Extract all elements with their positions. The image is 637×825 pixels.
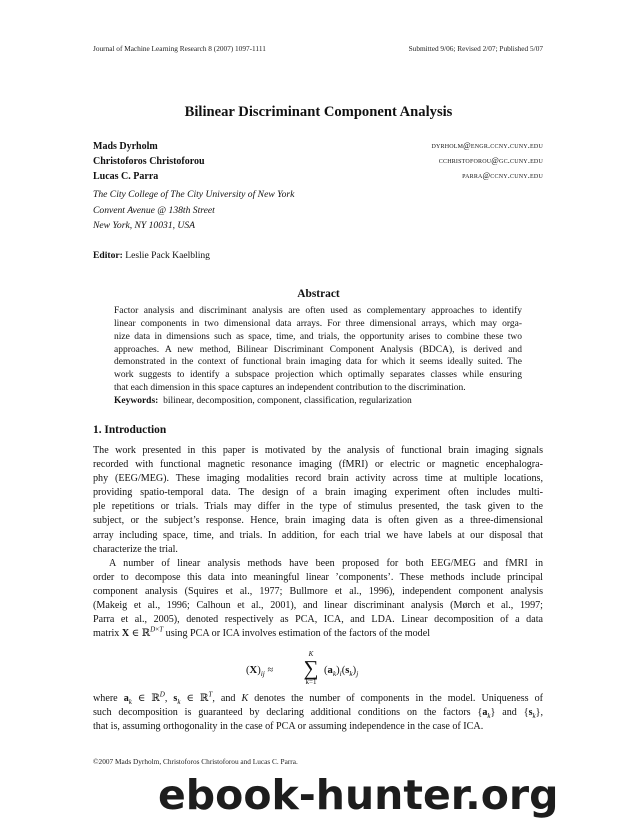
introduction-text xyxy=(93,444,543,641)
body-line: order to decompose this data into meaningful linear ’components’. These methods include principal xyxy=(93,571,543,583)
body-fragment: denotes the number of components in the model. Uniqueness of xyxy=(248,693,543,704)
abstract-line: approaches. A new method, Bilinear Discriminant Component Analysis (BDCA), is derived and xyxy=(114,344,522,355)
body-fragment: and xyxy=(495,707,524,719)
author-name: Christoforos Christoforou xyxy=(93,156,205,167)
abstract-line: demonstrated in the context of functional brain imaging data for which it seems ideally suited. The xyxy=(114,357,522,368)
abstract-heading: Abstract xyxy=(297,288,340,300)
editor-name: Leslie Pack Kaelbling xyxy=(125,250,210,261)
body-fragment: where xyxy=(93,693,124,704)
author-row xyxy=(93,171,543,186)
body-fragment: such decomposition is guaranteed by declaring additional conditions on the factors xyxy=(93,707,478,719)
body-line: (Makeig et al., 1996; Calhoun et al., 2001), and linear discriminant analysis (Mørch et al., 1997; xyxy=(93,600,543,612)
abstract-line: work suggests to identify a subspace projection which optimally separates classes while ensuring xyxy=(114,370,522,381)
sum-lower-limit: k=1 xyxy=(305,678,317,686)
body-line: providing spatio-temporal data. The design of a brain imaging experiment often includes multi- xyxy=(93,487,543,499)
submission-dates: Submitted 9/06; Revised 2/07; Published 5/07 xyxy=(408,44,543,53)
paper-title: Bilinear Discriminant Component Analysis xyxy=(184,104,453,120)
body-line: Parra et al., 2005), denoted respectively as PCA, ICA, and LDA. Linear decomposition of a data xyxy=(93,614,543,626)
watermark: ebook-hunter.org xyxy=(158,771,559,819)
equation-lhs: $(X)_{ij}$ ≈ xyxy=(246,665,274,679)
body-line: The work presented in this paper is motivated by the analysis of functional brain imaging signals xyxy=(93,445,543,456)
journal-header: Journal of Machine Learning Research 8 (2007) 1097-1111 xyxy=(93,44,266,53)
author-email[interactable]: cchristoforou@gc.cuny.edu xyxy=(438,156,543,165)
editor-label: Editor: xyxy=(93,250,123,261)
author-name: Lucas C. Parra xyxy=(93,171,159,182)
copyright-footer: ©2007 Mads Dyrholm, Christoforos Christoforou and Lucas C. Parra. xyxy=(93,757,298,766)
affiliation-line: New York, NY 10031, USA xyxy=(93,220,195,231)
abstract-line: linear components in two dimensional data arrays. For three dimensional arrays, which may orga- xyxy=(114,318,522,329)
sum-upper-limit: K xyxy=(308,650,314,658)
body-line: where $a_k$ ∈ ℝ$^D$, $s_k$ ∈ ℝ$^T$, and K denotes the number of components in the model. Uniqueness of xyxy=(93,690,543,707)
author-row xyxy=(93,156,543,171)
body-line: characterize the trial. xyxy=(93,543,178,555)
introduction-text-continued xyxy=(93,692,543,734)
author-email[interactable]: dyrholm@engr.ccny.cuny.edu xyxy=(431,141,543,150)
keywords-list: bilinear, decomposition, component, classification, regularization xyxy=(163,395,412,406)
body-line: ple repetitions or trials. Trials may differ in the type of stimulus presented, the task given to the xyxy=(93,501,543,513)
abstract-text xyxy=(114,305,522,408)
body-line: that is, assuming orthogonality in the case of PCA or assuming independence in the case of ICA. xyxy=(93,721,484,733)
author-email[interactable]: parra@ccny.cuny.edu xyxy=(462,171,543,180)
summation-symbol: K ∑ k=1 xyxy=(301,650,321,686)
model-equation xyxy=(0,650,637,694)
body-fragment: matrix xyxy=(93,628,122,640)
keywords-label: Keywords: xyxy=(114,395,159,406)
section-heading: 1. Introduction xyxy=(93,424,167,436)
body-line: phy (EEG/MEG). These imaging modalities record brain activity across time at multiple locations, xyxy=(93,473,543,485)
abstract-line: Factor analysis and discriminant analysis are often used as complementary approaches to identify xyxy=(114,306,522,316)
author-name: Mads Dyrholm xyxy=(93,141,158,152)
author-block xyxy=(93,141,543,234)
abstract-line: that each dimension in this space captures an independent contribution to the discrimination. xyxy=(114,383,466,394)
equation-rhs: $(a_k)_i(s_k)_j$ xyxy=(324,665,359,679)
body-line: component analysis (Squires et al., 1977; Bullmore et al., 1996), independent component analysis xyxy=(93,585,543,597)
body-line: matrix X ∈ ℝ$^{D\times T}$ using PCA or ICA involves estimation of the factors of the model xyxy=(93,625,431,640)
body-fragment: using PCA or ICA involves estimation of the factors of the model xyxy=(163,628,431,640)
body-line: recorded with functional magnetic resonance imaging (fMRI) or electric or magnetic encephalogra- xyxy=(93,459,543,471)
body-line: such decomposition is guaranteed by declaring additional conditions on the factors $\{a_k\}$ and $\{s_k\}$, xyxy=(93,707,544,721)
keywords-line xyxy=(114,395,522,408)
body-fragment: , and xyxy=(212,693,242,704)
affiliation xyxy=(93,187,543,234)
affiliation-line: The City College of The City University of New York xyxy=(93,189,295,200)
body-line: array including space, time, and trials. In addition, for each trial we have labels at our disposal that xyxy=(93,529,543,541)
body-line: A number of linear analysis methods have been proposed for both EEG/MEG and fMRI in xyxy=(109,557,543,569)
editor-line xyxy=(93,250,210,261)
body-line: subject, or the subject’s response. Hence, brain imaging data is often given as a three-dimensional xyxy=(93,515,543,527)
affiliation-line: Convent Avenue @ 138th Street xyxy=(93,204,215,216)
abstract-line: nize data in dimensions such as space, time, and trials, the opportunity arises to combine these two xyxy=(114,331,522,342)
author-row xyxy=(93,141,543,156)
